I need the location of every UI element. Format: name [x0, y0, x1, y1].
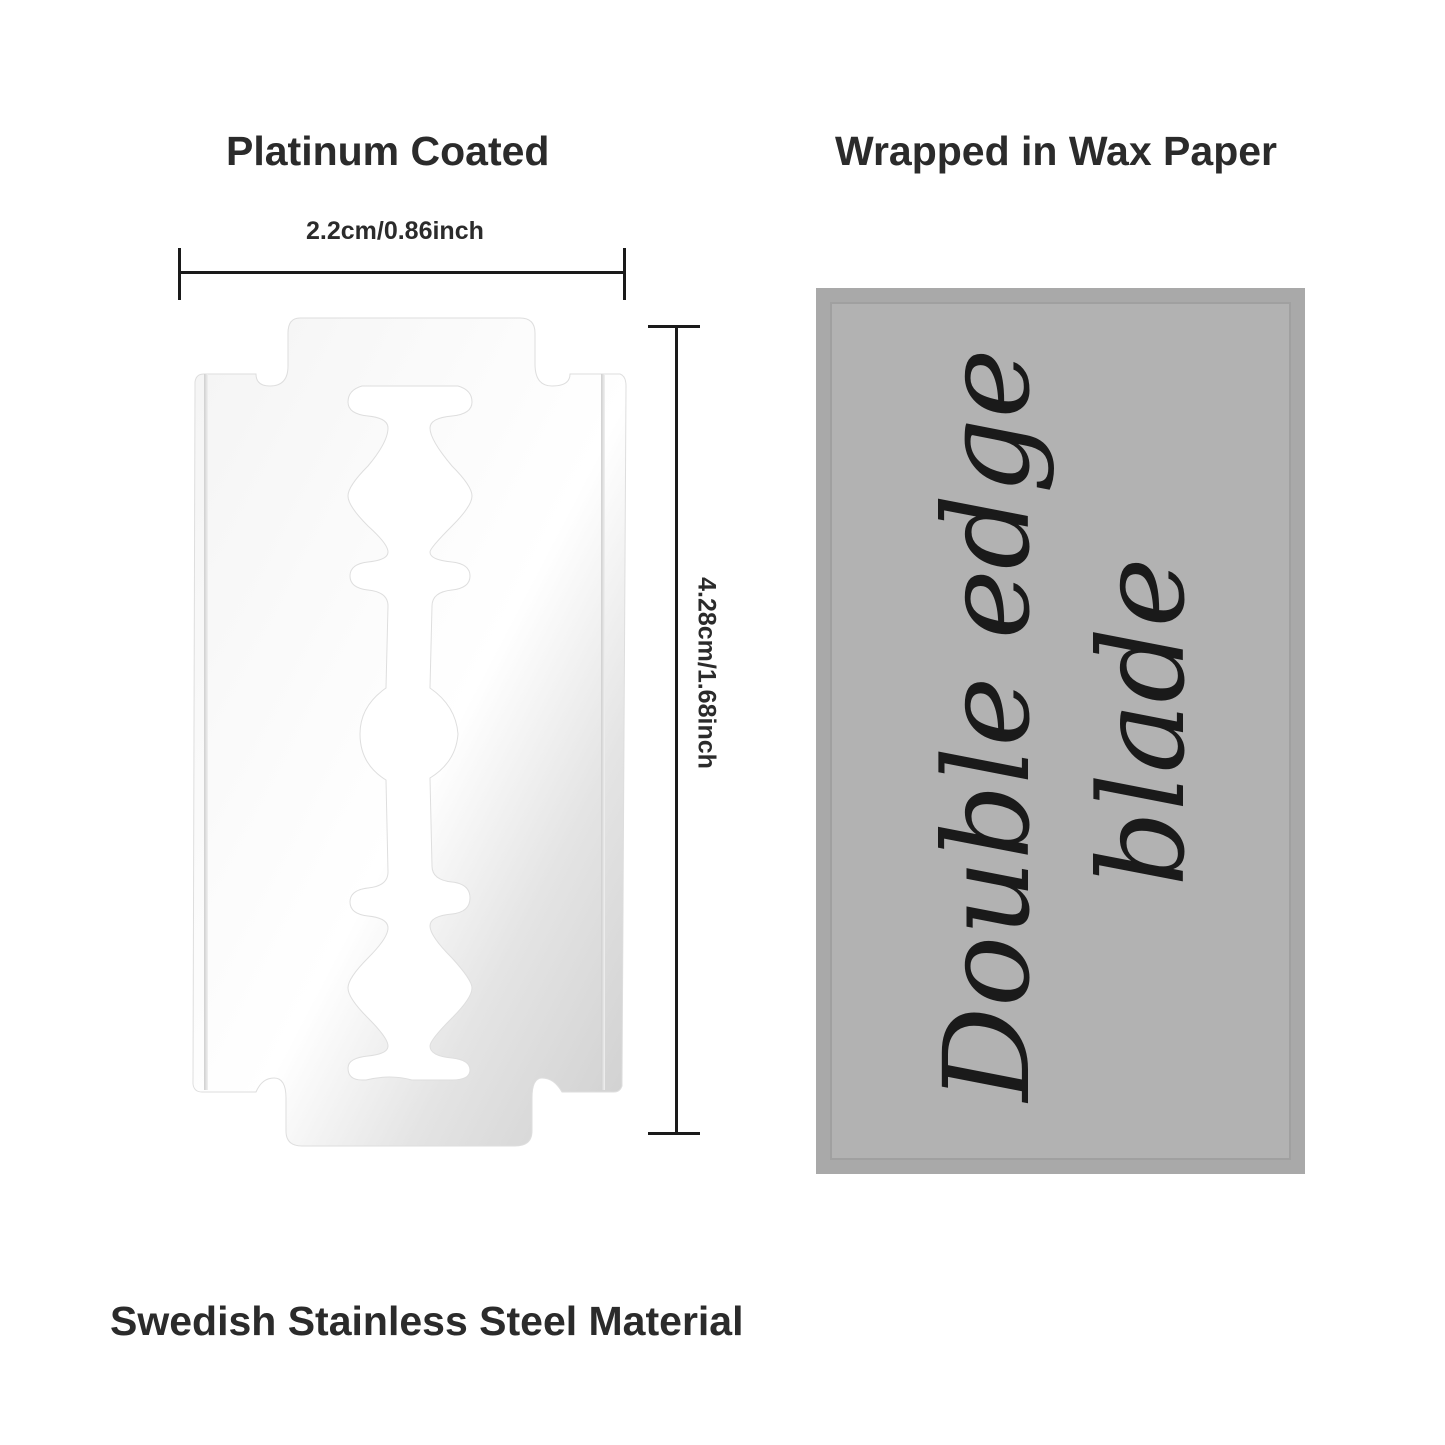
wrapper-text-line2: blade [1073, 557, 1211, 887]
width-dimension-line [179, 271, 626, 274]
wrapper-label-panel [830, 302, 1291, 1160]
height-tick-bottom [648, 1132, 700, 1135]
height-tick-top [648, 325, 700, 328]
height-dimension-line [675, 326, 678, 1134]
wax-paper-heading: Wrapped in Wax Paper [835, 128, 1277, 174]
platinum-coated-heading: Platinum Coated [226, 128, 550, 174]
wax-paper-wrapper [816, 288, 1305, 1174]
width-tick-left [178, 248, 181, 300]
blade-edge-right [601, 374, 605, 1090]
blade-edge-left [204, 374, 208, 1090]
razor-blade-illustration [190, 316, 630, 1148]
height-dimension-label: 4.28cm/1.68inch [692, 577, 721, 769]
width-tick-right [623, 248, 626, 300]
wrapper-text-line1: Double edge [918, 348, 1056, 1102]
width-dimension-label: 2.2cm/0.86inch [306, 217, 484, 245]
blade-body [193, 318, 626, 1146]
material-heading: Swedish Stainless Steel Material [110, 1298, 744, 1344]
